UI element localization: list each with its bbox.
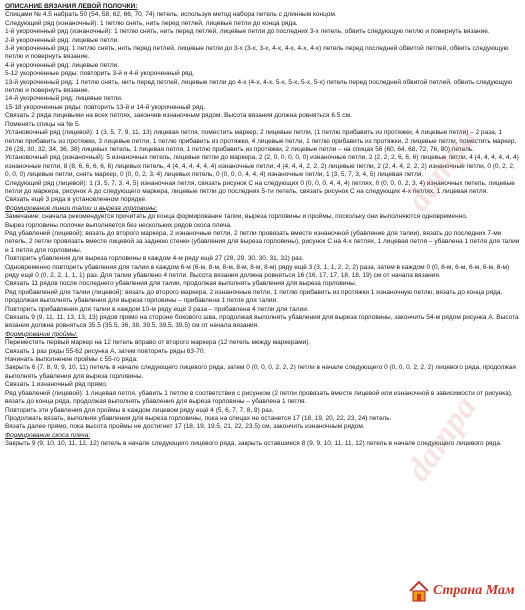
paragraph: Установочный ряд (изнаночный): 5 изнаночных петель, лицевые петли до маркера, 2 (2, 0, 0, 0, 0, 0) изнаночные петли, 2 (2, 2, 2, 6, 6, 6) лицевые петли, 4 (4, 4, 4, 4, 4, 4) изнаночные петли, 8 (8, 6, 6, 6, 6, 6) лицевых петель, 4 (4, 4, 4, 4, 4, 4) изнаночные петли, 4 (4, 4, 4, 2, 2, 2) лицевые петли, 2 (2, 4, 4, 2, 2, 2) изнаночные петли, 0 (0, 2, 2, 0, 0, 0) лицевые петли, снять маркер, 0 (0, 0, 2, 3, 4) лицевых петель, 0 (0, 0, 0, 4, 4, 4) изнаночные петли, 1 (3, 5, 7, 3, 4, 5) лицевая петля. — [5, 154, 519, 179]
paragraph: Закрыть 9 (9, 10, 10, 11, 12, 12) петель в начале следующего лицевого ряда, закрыть оставшиеся 8 (9, 9, 10, 11, 11, 12) петель в начале следующего лицевого ряда. — [5, 440, 502, 448]
paragraph: Связать 1 раз ряды 55-62 рисунка А, затем повторять ряды 63-70. — [5, 347, 206, 355]
paragraph: Закрыть 6 (7, 8, 9, 9, 10, 11) петель в начале следующего лицевого ряда, затем 0 (0, 0, 0, 2, 2, 2) петли в начале следующего 0 (0, 0, 0, 2, 2, 2) лицевого ряда, продолжая выполнять убавления для выреза горловины. — [5, 364, 516, 380]
paragraph: Связать 11 рядов после последнего убавления для талии, продолжая выполнять убавления для выреза горловины. — [5, 280, 357, 288]
paragraph: Установочный ряд (лицевой): 1 (3, 5, 7, 9, 11, 13) лицевая петля, поместить маркер, 2 лицевые петли, (1 петлю прибавить из протяжки, 4 лицевые петли) – 2 раза, 1 петлю прибавить из протяжки, 3 лицевые петли, 1 петлю прибавить из протяжки, 4 лицевые петли, 1 петлю прибавить из протяжки, 2 лицевые петли, поместить маркер, 26 (28, 30, 32, 34, 36, 38) лицевых петель, 1 лицевая петля, 1 петлю прибавить из протяжки, 2 лицевые петли – на спицах 56 (60, 64, 68, 72, 76, 80) петель. — [5, 129, 517, 153]
paragraph: Связать ещё 3 ряда в установленном порядке. — [5, 196, 147, 204]
logo-text: Страна Мам — [433, 583, 515, 598]
paragraph: Связать 2 ряда лицевыми на всех петлях, закончив изнаночным рядом. Высота вязания должна ровняться 6.5 см. — [5, 112, 352, 120]
document-title: ОПИСАНИЕ ВЯЗАНИЯ ЛЕВОЙ ПОЛОЧКИ: — [5, 3, 138, 10]
paragraph: Продолжать вязать, выполняя убавления для выреза горловины, пока на спицах не останется 17 (18, 19, 20, 22, 23, 24) петель. — [5, 414, 392, 422]
paragraph: Вырез горловины полочки выполняется без нескольких рядов скоса плеча. — [5, 221, 232, 229]
paragraph: Следующий ряд (лицевой): 1 (3, 5, 7, 3, 4, 5) изнаночная петля, связать рисунок С на следующих 0 (0, 0, 0, 4, 4, 4) петлях, 0 (0, 0, 0, 2, 3, 4) изнаночных петель, лицевые петли до маркера, рисунок А до следующего маркера, лицевые петли до последних 5-ти петель, связать рисунок С на следующих 4-х петлях, 1 лицевая петля. — [5, 179, 515, 195]
pattern-document — [5, 3, 520, 449]
paragraph: Следующий ряд (изнаночный): 1 петлю снять, нить перед петлей, лицевые петли до конца ряда. — [5, 19, 298, 27]
watermark: dampa — [399, 389, 485, 489]
paragraph: 14-й укороченный ряд: лицевые петли. — [5, 95, 123, 103]
paragraph: 4-й укороченный ряд: лицевые петли. — [5, 61, 120, 69]
house-icon — [407, 579, 431, 603]
paragraph: Связать 1 изнаночный ряд прямо. — [5, 381, 108, 389]
paragraph: Вязать далее прямо, пока высота проймы не достигнет 17 (18, 19, 19.5, 21, 22, 23.5) см, закончить изнаночным рядом. — [5, 423, 365, 431]
paragraph: Начинать выполнение проймы с 55-го ряда: — [5, 356, 138, 364]
paragraph: Ряд прибавлений для талии (лицевой): вязать до второго маркера, 2 изнаночные петли, 1 петлю прибавить из протяжки 1 изнаночную петлю, вязать до конца ряда, продолжая выполнять убавления для выреза горловины – прибавлена 1 петля для талии. — [5, 288, 503, 305]
paragraph: Повторить прибавления для талии в каждом 10-м ряду ещё 3 раза – прибавлена 4 петли для талии. — [5, 305, 309, 313]
paragraph: 5-12 укороченные ряды: повторить 3-й и 4-й укороченный ряд. — [5, 70, 195, 78]
paragraph: Ряд убавлений (лицевой): вязать до второго маркера, 2 изнаночные петли, 2 петли провязать вместе изнаночной (убавление для талии), вязать до последних 7-ми петель, 2 петли провязать вместе лицевой за заднюю стенки (убавления для выреза горловины), рисунок С на 4-х петлях, 1 лицевая петля – убавлена 1 петля для талии и 1 петля для горловины. — [5, 229, 520, 254]
site-logo — [407, 578, 519, 606]
section-heading: Формирование проймы: — [5, 330, 78, 338]
section-heading: Формирование линии талии и выреза горловины: — [5, 204, 158, 212]
paragraph: 2-й укороченный ряд: лицевые петли. — [5, 36, 120, 44]
paragraph: Связать 9 (9, 11, 11, 13, 13, 13) рядов прямо на стороне бокового шва, продолжая выполнять убавления для выреза горловины, закончить 54-м рядом рисунка А. Высота вязания должна ровняться 35.5 (35.5, 36, 38, 39.5, 39.5, 39.5) см от начала вязания. — [5, 314, 519, 330]
paragraph: Поменять спицы на № 5. — [5, 120, 81, 128]
paragraph: 3-й укороченный ряд: 1 петлю снять, нить перед петлей, лицевые петли до 3-х (3-х, 3-х, 4-х, 4-х, 4-х, 4-х) петель перед последней обвитой петлей, обвить следующую петлю и повернуть вязание. — [5, 45, 509, 61]
paragraph: Повторить убавления для выреза горловины в каждом 4-м ряду ещё 27 (28, 29, 30, 30, 31, 32) раз. — [5, 255, 304, 263]
paragraph: 1-й укороченный ряд (изнаночный): 1 петлю снять, нить перед петлей, лицевые петли до последних 3-х петель, обвить следующую петлю и повернуть вязание. — [5, 28, 490, 36]
paragraph: Переместить первый маркер на 12 петель вправо от второго маркера (12 петель между маркерами). — [5, 339, 311, 347]
section-heading: Формирование скоса плеча: — [5, 431, 90, 439]
paragraph: Замечание: сначала рекомендуется прочитать до конца формирование талии, выреза горловины и проймы, поскольку они выполняются одновременно. — [5, 213, 468, 221]
paragraph: Одновременно повторить убавления для талии в каждом 6-м (6-м, 8-м, 8-м, 8-м, 8-м, 8-м) ряду ещё 3 (3, 1, 1, 2, 2, 2) раза, затем в каждом 0 (0, 6-м, 6-м, 6-м, 6-м, 6-м) ряду ещё 0 (0, 2, 2, 1, 1, 1) раз. Для талии убавлено 4 петли. Высота вязания должна ровняться 16 (16, 17, 17, 18, 18, 19) см от начала вязания. — [5, 263, 510, 279]
paragraph: 13-й укороченный ряд: 1 петлю снять, нить перед петлей, лицевые петли до 4-х (4-х, 4-х, 5-х, 5-х, 5-х, 5-х) петель перед последней обвитой петлей, обвить следующую петлю и повернуть вязание. — [5, 78, 513, 95]
watermark: dampa — [399, 119, 485, 219]
paragraph: 15-18 укороченные ряды: повторить 13-й и 14-й укороченный ряд. — [5, 103, 206, 111]
paragraph: Ряд убавлений (лицевой): 1 лицевая петля, убавить 1 петлю в соответствии с рисунком (2 петли провязать вместе лицевой или изнаночной в зависимости от рисунка), вязать до конца ряда, продолжая выполнять убавления для выреза горловины – убавлена 1 петля. — [5, 389, 513, 406]
paragraph: Спицами № 4.5 набрать 50 (54, 58, 62, 66, 70, 74) петель, используя метод набора петель с длинным концом. — [5, 11, 337, 19]
paragraph: Повторить эти убавления для проймы в каждом лицевом ряду ещё 4 (5, 6, 7, 7, 8, 9) раз. — [5, 406, 274, 414]
